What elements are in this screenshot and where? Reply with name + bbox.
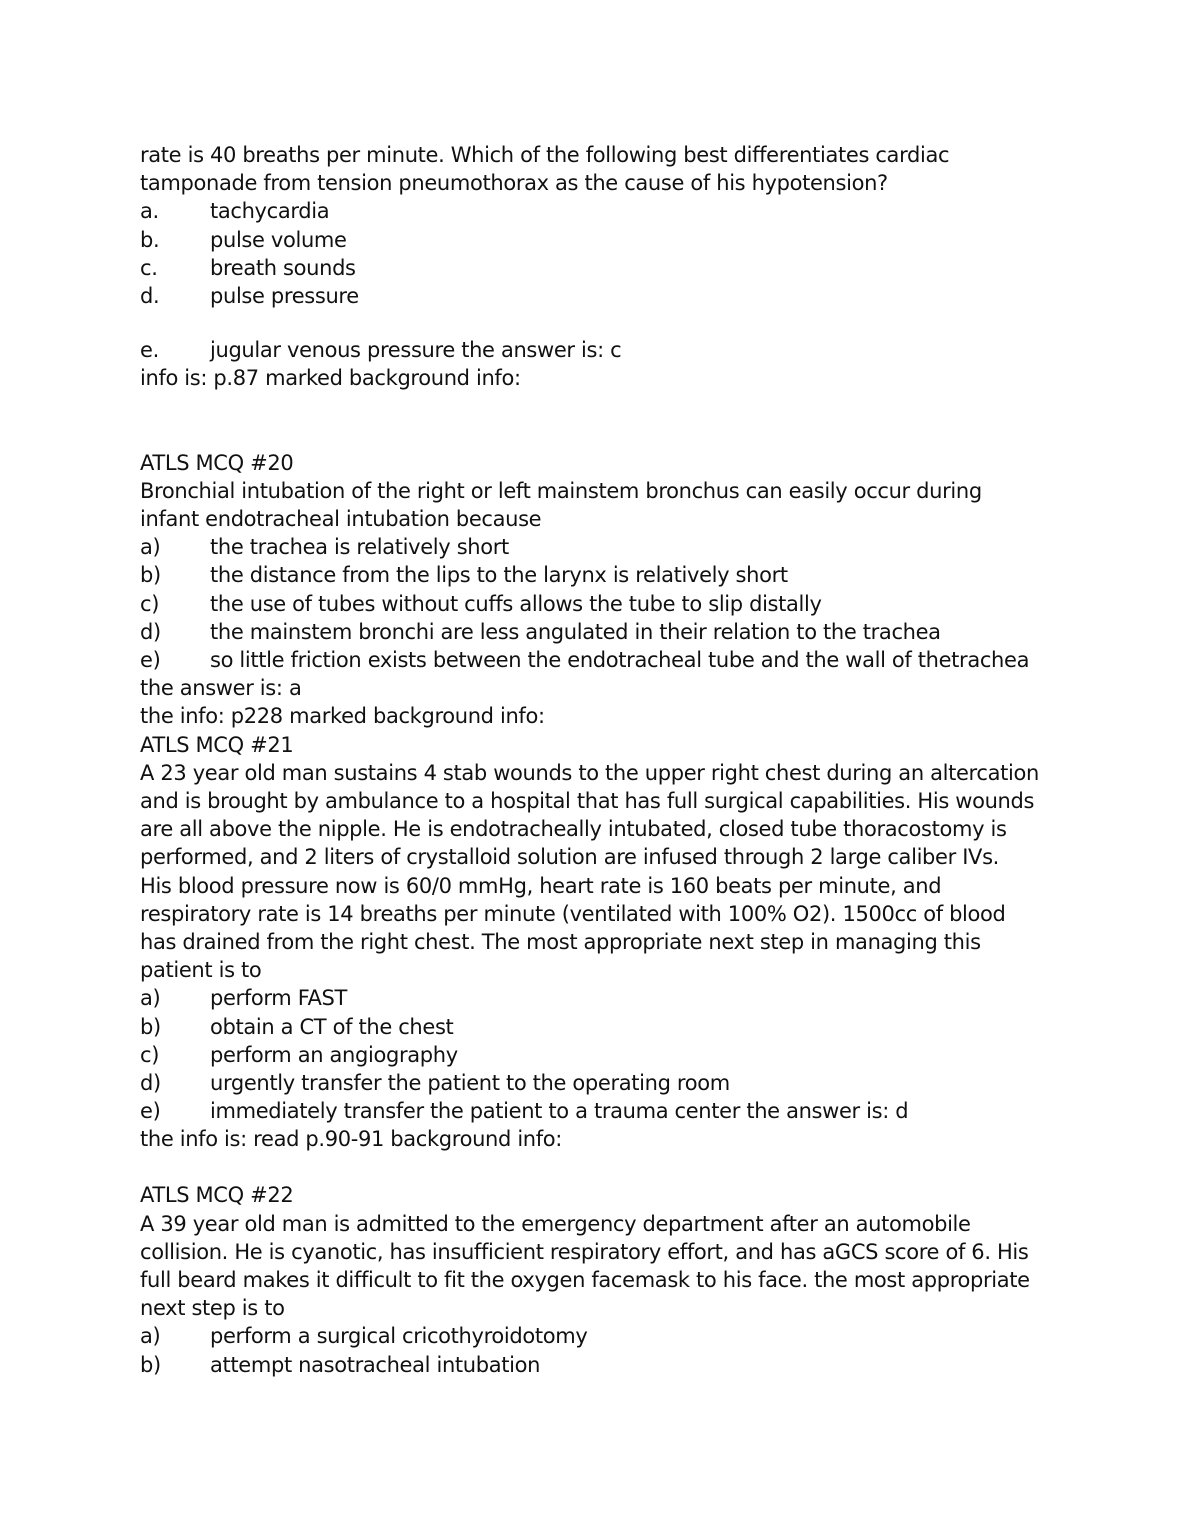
document-body	[140, 141, 1060, 1379]
question-stem-line: tamponade from tension pneumothorax as the cause of his hypotension?	[140, 171, 888, 196]
option-text: attempt nasotracheal intubation	[210, 1352, 541, 1377]
answer-option-d	[140, 1069, 1060, 1097]
answer-option-c	[140, 254, 1060, 282]
info-line: the info is: read p.90-91 background info:	[140, 1127, 563, 1152]
answer-option-e	[140, 646, 1060, 674]
question-stem-line: A 23 year old man sustains 4 stab wounds to the upper right chest during an altercation	[140, 760, 1039, 785]
answer-line: the answer is: a	[140, 676, 302, 701]
option-text: the use of tubes without cuffs allows the tube to slip distally	[210, 591, 822, 616]
spacer	[140, 393, 1060, 449]
answer-option-e	[140, 336, 1060, 364]
question-19	[140, 141, 1060, 393]
option-label: a)	[140, 986, 161, 1011]
option-label: a)	[140, 1324, 161, 1349]
answer-option-d	[140, 618, 1060, 646]
question-stem-line: full beard makes it difficult to fit the oxygen facemask to his face. the most appropriate	[140, 1268, 1030, 1293]
option-label: d)	[140, 1070, 161, 1095]
option-label: b)	[140, 563, 161, 588]
spacer	[140, 1153, 1060, 1181]
option-label: b.	[140, 227, 160, 252]
option-label: c)	[140, 591, 160, 616]
question-20	[140, 449, 1060, 731]
answer-option-c	[140, 1041, 1060, 1069]
question-stem-line: Bronchial intubation of the right or left mainstem bronchus can easily occur during	[140, 478, 982, 503]
option-text: jugular venous pressure the answer is: c	[210, 338, 622, 363]
question-21	[140, 731, 1060, 1154]
question-stem-line: are all above the nipple. He is endotracheally intubated, closed tube thoracostomy is	[140, 817, 1007, 842]
answer-option-a	[140, 984, 1060, 1012]
option-text: the trachea is relatively short	[210, 535, 509, 560]
answer-option-d	[140, 282, 1060, 310]
option-label: a)	[140, 535, 161, 560]
option-label: d)	[140, 619, 161, 644]
answer-option-b	[140, 1351, 1060, 1379]
info-line: info is: p.87 marked background info:	[140, 366, 521, 391]
question-stem-line: respiratory rate is 14 breaths per minute (ventilated with 100% O2). 1500cc of blood	[140, 901, 1006, 926]
option-label: d.	[140, 283, 160, 308]
option-label: c)	[140, 1042, 160, 1067]
option-text: tachycardia	[210, 199, 330, 224]
question-stem-line: patient is to	[140, 958, 262, 983]
option-label: c.	[140, 255, 158, 280]
option-text: perform a surgical cricothyroidotomy	[210, 1324, 588, 1349]
option-text: perform an angiography	[210, 1042, 458, 1067]
option-text: urgently transfer the patient to the operating room	[210, 1070, 730, 1095]
option-text: perform FAST	[210, 986, 347, 1011]
question-stem-line: rate is 40 breaths per minute. Which of the following best differentiates cardiac	[140, 143, 950, 167]
question-title: ATLS MCQ #21	[140, 732, 294, 757]
answer-option-e	[140, 1097, 1060, 1125]
option-text: pulse pressure	[210, 283, 359, 308]
answer-option-b	[140, 1013, 1060, 1041]
option-label: b)	[140, 1014, 161, 1039]
question-stem-line: infant endotracheal intubation because	[140, 506, 542, 531]
question-title: ATLS MCQ #22	[140, 1183, 294, 1208]
option-label: e)	[140, 1099, 161, 1124]
answer-option-b	[140, 226, 1060, 254]
question-stem-line: collision. He is cyanotic, has insufficient respiratory effort, and has aGCS score of 6. His	[140, 1239, 1029, 1264]
question-stem-line: has drained from the right chest. The most appropriate next step in managing this	[140, 929, 981, 954]
option-text: the distance from the lips to the larynx is relatively short	[210, 563, 788, 588]
option-text: obtain a CT of the chest	[210, 1014, 454, 1039]
option-label: e)	[140, 647, 161, 672]
answer-option-b	[140, 561, 1060, 589]
option-text: immediately transfer the patient to a trauma center the answer is: d	[210, 1099, 909, 1124]
question-stem-line: next step is to	[140, 1296, 285, 1321]
question-stem-line: His blood pressure now is 60/0 mmHg, heart rate is 160 beats per minute, and	[140, 873, 942, 898]
question-stem-line: A 39 year old man is admitted to the emergency department after an automobile	[140, 1211, 971, 1236]
option-text: the mainstem bronchi are less angulated in their relation to the trachea	[210, 619, 941, 644]
answer-option-a	[140, 197, 1060, 225]
option-label: b)	[140, 1352, 161, 1377]
option-label: a.	[140, 199, 159, 224]
spacer	[140, 310, 1060, 336]
option-label: e.	[140, 338, 159, 363]
answer-option-a	[140, 1322, 1060, 1350]
option-text: so little friction exists between the endotracheal tube and the wall of thetrachea	[210, 647, 1030, 672]
answer-option-c	[140, 590, 1060, 618]
option-text: pulse volume	[210, 227, 347, 252]
answer-option-a	[140, 533, 1060, 561]
info-line: the info: p228 marked background info:	[140, 704, 545, 729]
option-text: breath sounds	[210, 255, 356, 280]
question-stem-line: and is brought by ambulance to a hospital that has full surgical capabilities. His wounds	[140, 788, 1035, 813]
question-22	[140, 1181, 1060, 1378]
question-stem-line: performed, and 2 liters of crystalloid solution are infused through 2 large caliber IVs.	[140, 845, 999, 870]
question-title: ATLS MCQ #20	[140, 450, 294, 475]
